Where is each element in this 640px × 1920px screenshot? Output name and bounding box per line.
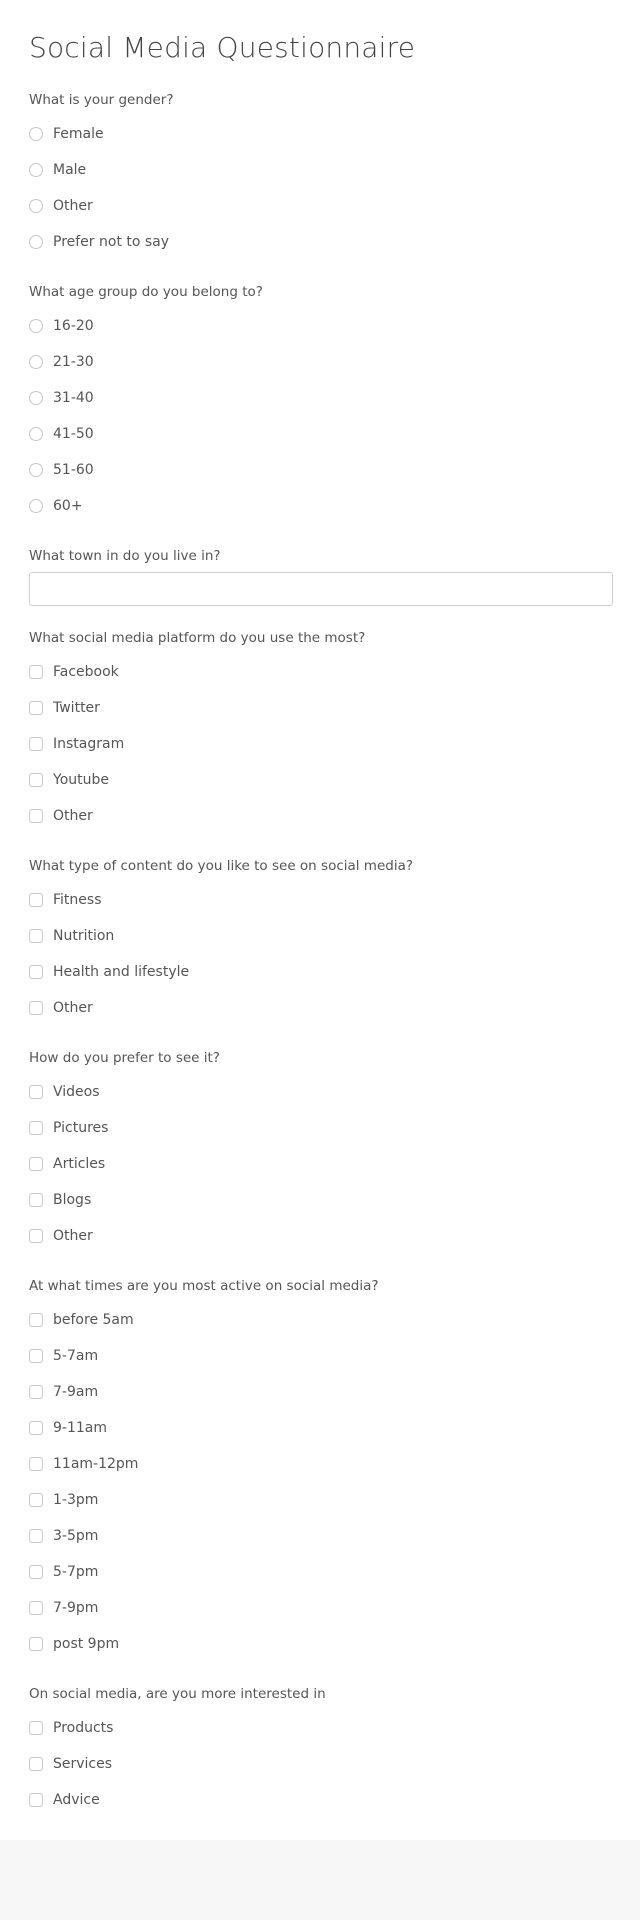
option-label: post 9pm <box>53 1636 120 1652</box>
checkbox-icon[interactable] <box>29 1637 43 1651</box>
option-label: Fitness <box>53 892 102 908</box>
checkbox-icon[interactable] <box>29 1121 43 1135</box>
question-label: What is your gender? <box>29 92 174 108</box>
option-label: 1-3pm <box>53 1492 99 1508</box>
option-label: before 5am <box>53 1312 134 1328</box>
question-label: What social media platform do you use the most? <box>29 630 366 646</box>
option-label: Facebook <box>53 664 119 680</box>
checkbox-option-pictures[interactable] <box>29 1110 611 1146</box>
radio-button-icon[interactable] <box>29 463 43 477</box>
checkbox-option-facebook[interactable] <box>29 654 611 690</box>
checkbox-icon[interactable] <box>29 1157 43 1171</box>
option-label: Male <box>53 162 87 178</box>
question-gender <box>29 90 611 260</box>
checkbox-option-7-9am[interactable] <box>29 1374 611 1410</box>
checkbox-option-other[interactable] <box>29 798 611 834</box>
checkbox-option-advice[interactable] <box>29 1782 611 1818</box>
checkbox-icon[interactable] <box>29 1565 43 1579</box>
checkbox-option-instagram[interactable] <box>29 726 611 762</box>
option-label: 7-9am <box>53 1384 99 1400</box>
option-label: 5-7pm <box>53 1564 99 1580</box>
checkbox-option-youtube[interactable] <box>29 762 611 798</box>
checkbox-option-other[interactable] <box>29 990 611 1026</box>
checkbox-icon[interactable] <box>29 1457 43 1471</box>
checkbox-option-1-3pm[interactable] <box>29 1482 611 1518</box>
checkbox-icon[interactable] <box>29 737 43 751</box>
checkbox-icon[interactable] <box>29 1229 43 1243</box>
checkbox-icon[interactable] <box>29 701 43 715</box>
radio-option-female[interactable] <box>29 116 611 152</box>
option-label: Other <box>53 808 93 824</box>
question-label: What town in do you live in? <box>29 548 221 564</box>
checkbox-option-5-7pm[interactable] <box>29 1554 611 1590</box>
question-label: On social media, are you more interested in <box>29 1686 326 1702</box>
option-label: Instagram <box>53 736 125 752</box>
radio-button-icon[interactable] <box>29 499 43 513</box>
checkbox-icon[interactable] <box>29 1001 43 1015</box>
radio-button-icon[interactable] <box>29 199 43 213</box>
form-title: Social Media Questionnaire <box>29 31 416 64</box>
question-label: How do you prefer to see it? <box>29 1050 220 1066</box>
checkbox-icon[interactable] <box>29 1493 43 1507</box>
checkbox-option-videos[interactable] <box>29 1074 611 1110</box>
checkbox-icon[interactable] <box>29 809 43 823</box>
checkbox-icon[interactable] <box>29 1421 43 1435</box>
radio-option-21-30[interactable] <box>29 344 611 380</box>
option-label: Female <box>53 126 104 142</box>
checkbox-option-7-9pm[interactable] <box>29 1590 611 1626</box>
checkbox-icon[interactable] <box>29 1529 43 1543</box>
question-interest <box>29 1684 611 1818</box>
checkbox-option-other[interactable] <box>29 1218 611 1254</box>
option-label: 60+ <box>53 498 83 514</box>
checkbox-option-services[interactable] <box>29 1746 611 1782</box>
checkbox-icon[interactable] <box>29 1601 43 1615</box>
checkbox-option-products[interactable] <box>29 1710 611 1746</box>
checkbox-option-articles[interactable] <box>29 1146 611 1182</box>
option-label: 51-60 <box>53 462 94 478</box>
option-label: 21-30 <box>53 354 94 370</box>
option-label: Advice <box>53 1792 100 1808</box>
radio-option-60-plus[interactable] <box>29 488 611 524</box>
option-label: Blogs <box>53 1192 92 1208</box>
radio-button-icon[interactable] <box>29 391 43 405</box>
checkbox-icon[interactable] <box>29 1313 43 1327</box>
question-format <box>29 1048 611 1254</box>
option-label: 41-50 <box>53 426 94 442</box>
checkbox-icon[interactable] <box>29 773 43 787</box>
checkbox-option-nutrition[interactable] <box>29 918 611 954</box>
question-platform <box>29 628 611 834</box>
question-label: What type of content do you like to see on social media? <box>29 858 414 874</box>
radio-option-16-20[interactable] <box>29 308 611 344</box>
checkbox-icon[interactable] <box>29 893 43 907</box>
question-age <box>29 282 611 524</box>
checkbox-option-fitness[interactable] <box>29 882 611 918</box>
checkbox-option-3-5pm[interactable] <box>29 1518 611 1554</box>
radio-option-51-60[interactable] <box>29 452 611 488</box>
option-label: 9-11am <box>53 1420 107 1436</box>
option-label: Services <box>53 1756 113 1772</box>
checkbox-option-5-7am[interactable] <box>29 1338 611 1374</box>
checkbox-icon[interactable] <box>29 1757 43 1771</box>
option-label: Health and lifestyle <box>53 964 190 980</box>
radio-button-icon[interactable] <box>29 427 43 441</box>
radio-option-41-50[interactable] <box>29 416 611 452</box>
option-label: 3-5pm <box>53 1528 99 1544</box>
question-label: At what times are you most active on social media? <box>29 1278 379 1294</box>
option-label: Prefer not to say <box>53 234 170 250</box>
radio-button-icon[interactable] <box>29 163 43 177</box>
option-label: Products <box>53 1720 114 1736</box>
checkbox-option-before-5am[interactable] <box>29 1302 611 1338</box>
radio-button-icon[interactable] <box>29 319 43 333</box>
option-label: Nutrition <box>53 928 115 944</box>
town-input[interactable] <box>29 572 613 606</box>
option-label: Articles <box>53 1156 106 1172</box>
option-label: Youtube <box>53 772 109 788</box>
checkbox-icon[interactable] <box>29 1793 43 1807</box>
option-label: 31-40 <box>53 390 94 406</box>
option-label: Videos <box>53 1084 100 1100</box>
radio-option-male[interactable] <box>29 152 611 188</box>
radio-button-icon[interactable] <box>29 235 43 249</box>
option-label: Other <box>53 1000 93 1016</box>
radio-option-other[interactable] <box>29 188 611 224</box>
checkbox-icon[interactable] <box>29 1721 43 1735</box>
checkbox-icon[interactable] <box>29 1385 43 1399</box>
checkbox-icon[interactable] <box>29 1085 43 1099</box>
checkbox-icon[interactable] <box>29 1193 43 1207</box>
checkbox-icon[interactable] <box>29 665 43 679</box>
checkbox-option-9-11am[interactable] <box>29 1410 611 1446</box>
question-label: What age group do you belong to? <box>29 284 263 300</box>
option-label: 11am-12pm <box>53 1456 139 1472</box>
option-label: 5-7am <box>53 1348 99 1364</box>
checkbox-option-blogs[interactable] <box>29 1182 611 1218</box>
option-label: 16-20 <box>53 318 94 334</box>
checkbox-icon[interactable] <box>29 965 43 979</box>
radio-option-prefer-not-to-say[interactable] <box>29 224 611 260</box>
checkbox-option-post-9pm[interactable] <box>29 1626 611 1662</box>
checkbox-option-twitter[interactable] <box>29 690 611 726</box>
question-town <box>29 546 611 606</box>
radio-option-31-40[interactable] <box>29 380 611 416</box>
option-label: 7-9pm <box>53 1600 99 1616</box>
question-content <box>29 856 611 1026</box>
checkbox-option-health-and-lifestyle[interactable] <box>29 954 611 990</box>
option-label: Pictures <box>53 1120 109 1136</box>
question-times <box>29 1276 611 1662</box>
radio-button-icon[interactable] <box>29 355 43 369</box>
checkbox-icon[interactable] <box>29 929 43 943</box>
radio-button-icon[interactable] <box>29 127 43 141</box>
option-label: Other <box>53 1228 93 1244</box>
option-label: Other <box>53 198 93 214</box>
option-label: Twitter <box>53 700 100 716</box>
checkbox-option-11am-12pm[interactable] <box>29 1446 611 1482</box>
checkbox-icon[interactable] <box>29 1349 43 1363</box>
